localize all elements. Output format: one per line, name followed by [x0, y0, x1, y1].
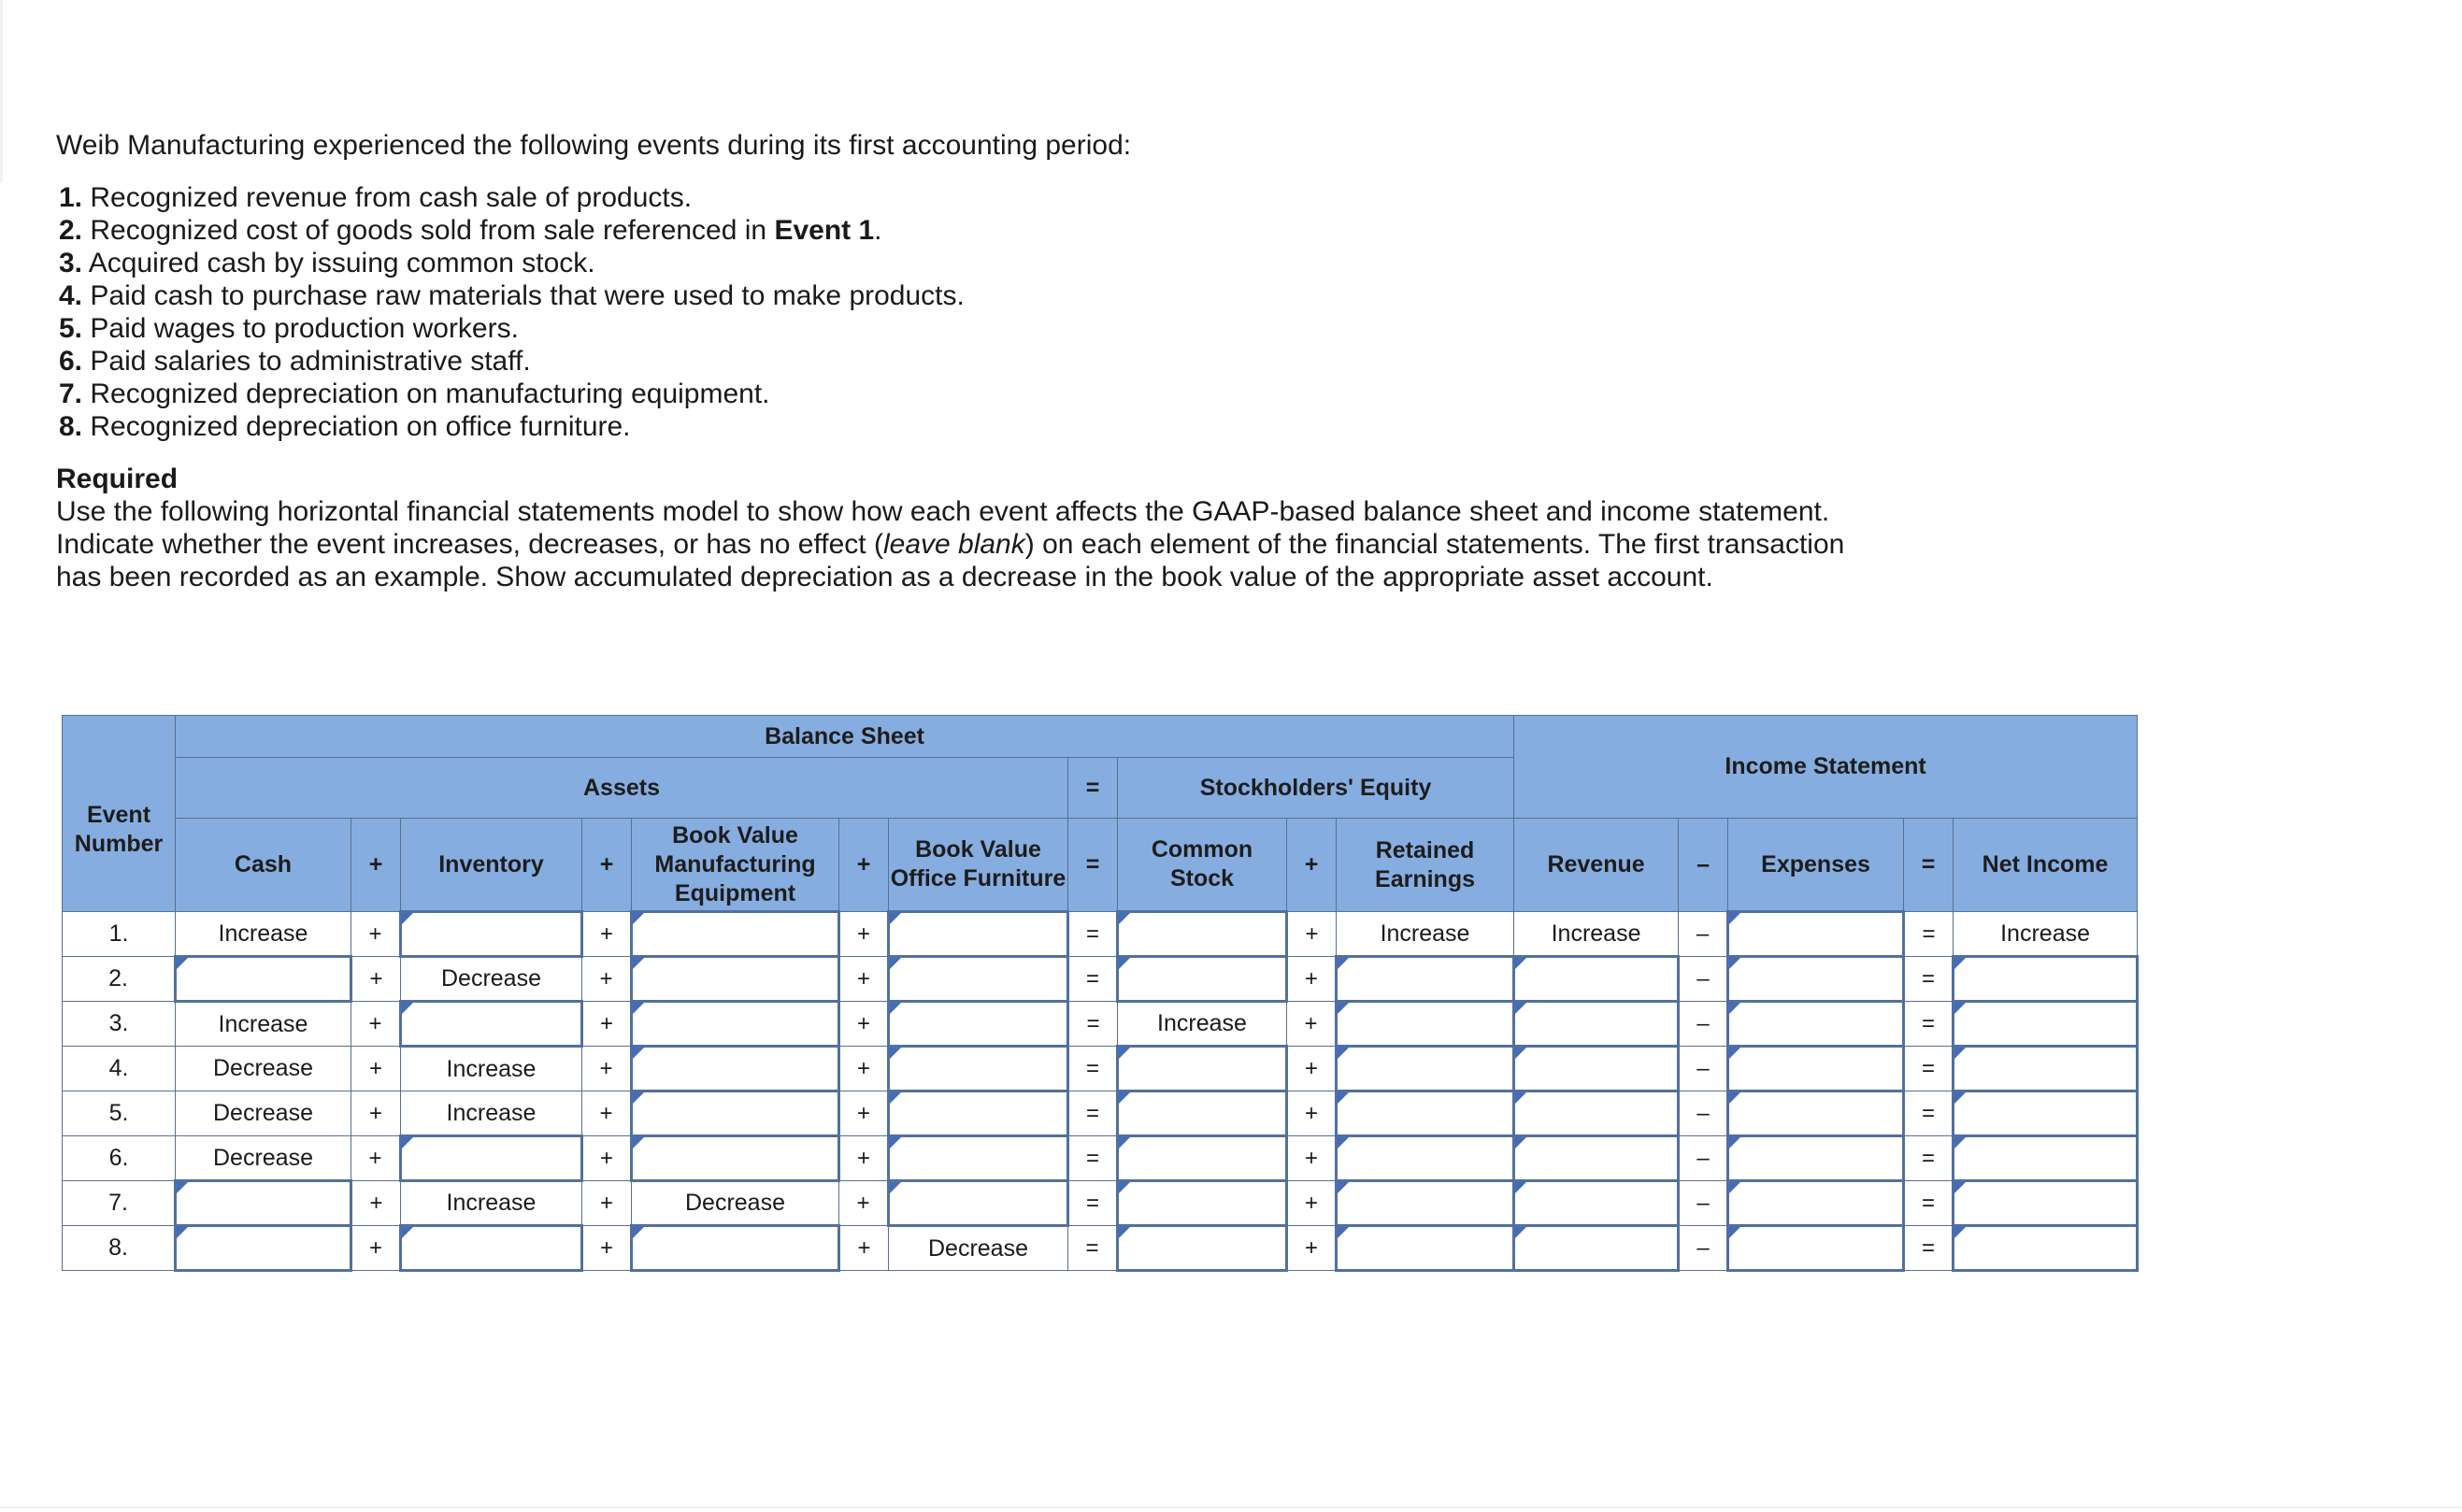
event-number-cell: 4.: [63, 1047, 176, 1091]
event-item: 5. Paid wages to production workers.: [59, 313, 519, 344]
expenses-cell[interactable]: [1728, 1226, 1904, 1271]
operator-cell: –: [1679, 1181, 1728, 1226]
net-income-cell[interactable]: [1954, 1181, 2138, 1226]
revenue-header: Revenue: [1514, 819, 1679, 912]
revenue-cell[interactable]: [1514, 1226, 1679, 1271]
retained-earnings-cell[interactable]: [1337, 1136, 1514, 1181]
income-statement-header: Income Statement: [1514, 716, 2138, 819]
table-row: [63, 1047, 2138, 1091]
equals-header: =: [1068, 758, 1118, 819]
operator-cell: +: [839, 1002, 889, 1047]
operator-cell: +: [839, 1226, 889, 1271]
common-stock-cell[interactable]: [1118, 912, 1287, 957]
expenses-cell[interactable]: [1728, 1091, 1904, 1136]
event-item: 7. Recognized depreciation on manufacturing equipment.: [59, 378, 770, 409]
operator-cell: =: [1068, 1091, 1118, 1136]
common-stock-cell[interactable]: [1118, 1136, 1287, 1181]
event-item: 8. Recognized depreciation on office furniture.: [59, 411, 631, 442]
expenses-cell[interactable]: [1728, 1181, 1904, 1226]
inventory-cell[interactable]: [401, 1002, 582, 1047]
net-income-cell[interactable]: [1954, 1136, 2138, 1181]
revenue-cell[interactable]: [1514, 1181, 1679, 1226]
plus-header: +: [582, 819, 632, 912]
common-stock-cell[interactable]: [1118, 1181, 1287, 1226]
operator-cell: +: [582, 1226, 632, 1271]
revenue-cell[interactable]: [1514, 957, 1679, 1002]
mfg-equipment-cell[interactable]: [632, 1226, 839, 1271]
expenses-cell[interactable]: [1728, 1047, 1904, 1091]
operator-cell: =: [1068, 957, 1118, 1002]
plus-header: +: [351, 819, 401, 912]
intro-text: Weib Manufacturing experienced the following events during its first accounting period:: [56, 130, 1132, 161]
expenses-header: Expenses: [1728, 819, 1904, 912]
operator-cell: +: [582, 957, 632, 1002]
event-number-cell: 8.: [63, 1226, 176, 1271]
operator-cell: =: [1068, 1226, 1118, 1271]
equals-header: =: [1904, 819, 1954, 912]
cash-cell: Decrease: [176, 1091, 351, 1136]
event-number-cell: 5.: [63, 1091, 176, 1136]
retained-earnings-cell[interactable]: [1337, 1002, 1514, 1047]
plus-header: +: [839, 819, 889, 912]
operator-cell: =: [1068, 1181, 1118, 1226]
event-number-cell: 3.: [63, 1002, 176, 1047]
operator-cell: +: [351, 1091, 401, 1136]
event-number-header: Event Number: [63, 716, 176, 912]
operator-cell: +: [351, 1136, 401, 1181]
operator-cell: +: [1287, 957, 1337, 1002]
event-number-cell: 1.: [63, 912, 176, 957]
operator-cell: –: [1679, 912, 1728, 957]
operator-cell: +: [582, 1091, 632, 1136]
event-item: 2. Recognized cost of goods sold from sale referenced in Event 1.: [59, 215, 882, 246]
office-furniture-cell[interactable]: [889, 1181, 1068, 1226]
inventory-cell: Increase: [401, 1181, 582, 1226]
operator-cell: –: [1679, 1091, 1728, 1136]
operator-cell: +: [1287, 1226, 1337, 1271]
event-item: 3. Acquired cash by issuing common stock.: [59, 248, 595, 278]
retained-earnings-cell[interactable]: [1337, 1226, 1514, 1271]
inventory-header: Inventory: [401, 819, 582, 912]
mfg-equipment-cell[interactable]: [632, 912, 839, 957]
mfg-equipment-cell: Decrease: [632, 1181, 839, 1226]
cash-cell: Decrease: [176, 1047, 351, 1091]
cash-cell[interactable]: [176, 1181, 351, 1226]
mfg-equipment-cell[interactable]: [632, 1136, 839, 1181]
operator-cell: +: [351, 1181, 401, 1226]
net-income-cell[interactable]: [1954, 1091, 2138, 1136]
net-income-header: Net Income: [1954, 819, 2138, 912]
cash-cell: Increase: [176, 1002, 351, 1047]
mfg-equipment-cell[interactable]: [632, 957, 839, 1002]
operator-cell: =: [1068, 1136, 1118, 1181]
office-furniture-cell[interactable]: [889, 957, 1068, 1002]
operator-cell: –: [1679, 1226, 1728, 1271]
inventory-cell[interactable]: [401, 1226, 582, 1271]
net-income-cell[interactable]: [1954, 957, 2138, 1002]
office-furniture-cell[interactable]: [889, 1091, 1068, 1136]
inventory-cell: Increase: [401, 1047, 582, 1091]
mfg-equipment-cell[interactable]: [632, 1091, 839, 1136]
retained-earnings-header: Retained Earnings: [1337, 819, 1514, 912]
office-furniture-cell: Decrease: [889, 1226, 1068, 1271]
operator-cell: +: [1287, 1002, 1337, 1047]
operator-cell: –: [1679, 957, 1728, 1002]
operator-cell: =: [1904, 1181, 1954, 1226]
operator-cell: +: [582, 1181, 632, 1226]
net-income-cell: Increase: [1954, 912, 2138, 957]
inventory-cell: Increase: [401, 1091, 582, 1136]
operator-cell: +: [1287, 1091, 1337, 1136]
cash-header: Cash: [176, 819, 351, 912]
table-row: [63, 1002, 2138, 1047]
table-row: [63, 957, 2138, 1002]
operator-cell: =: [1904, 912, 1954, 957]
event-number-cell: 6.: [63, 1136, 176, 1181]
operator-cell: +: [351, 1226, 401, 1271]
table-row: [63, 1226, 2138, 1271]
operator-cell: +: [1287, 1181, 1337, 1226]
event-item: 6. Paid salaries to administrative staff.: [59, 346, 531, 377]
event-number-cell: 2.: [63, 957, 176, 1002]
office-furniture-cell[interactable]: [889, 1047, 1068, 1091]
net-income-cell[interactable]: [1954, 1047, 2138, 1091]
office-furniture-header: Book Value Office Furniture: [889, 819, 1068, 912]
cash-cell[interactable]: [176, 1226, 351, 1271]
expenses-cell[interactable]: [1728, 957, 1904, 1002]
operator-cell: =: [1904, 1226, 1954, 1271]
event-reference: Event 1: [774, 215, 875, 246]
event-list: [56, 181, 1925, 443]
bottom-rule: [0, 1506, 2462, 1508]
operator-cell: +: [582, 1047, 632, 1091]
operator-cell: +: [582, 1136, 632, 1181]
operator-cell: +: [839, 1047, 889, 1091]
problem-statement: [56, 129, 1925, 593]
operator-cell: +: [839, 1091, 889, 1136]
mfg-equipment-header: Book Value Manufacturing Equipment: [632, 819, 839, 912]
operator-cell: =: [1068, 1047, 1118, 1091]
mfg-equipment-cell[interactable]: [632, 1002, 839, 1047]
operator-cell: +: [582, 912, 632, 957]
operator-cell: =: [1068, 1002, 1118, 1047]
plus-header: +: [1287, 819, 1337, 912]
operator-cell: +: [839, 912, 889, 957]
retained-earnings-cell[interactable]: [1337, 1047, 1514, 1091]
table-row: [63, 1181, 2138, 1226]
table-row: [63, 1091, 2138, 1136]
cash-cell: Decrease: [176, 1136, 351, 1181]
office-furniture-cell[interactable]: [889, 1136, 1068, 1181]
operator-cell: +: [839, 957, 889, 1002]
left-edge-rule: [0, 0, 3, 182]
common-stock-cell[interactable]: [1118, 957, 1287, 1002]
operator-cell: +: [351, 912, 401, 957]
operator-cell: =: [1904, 1091, 1954, 1136]
retained-earnings-cell: Increase: [1337, 912, 1514, 957]
operator-cell: +: [839, 1181, 889, 1226]
cash-cell: Increase: [176, 912, 351, 957]
cash-cell[interactable]: [176, 957, 351, 1002]
operator-cell: +: [582, 1002, 632, 1047]
assets-header: Assets: [176, 758, 1068, 819]
operator-cell: =: [1904, 1136, 1954, 1181]
net-income-cell[interactable]: [1954, 1002, 2138, 1047]
revenue-cell[interactable]: [1514, 1002, 1679, 1047]
event-item: 1. Recognized revenue from cash sale of products.: [59, 182, 693, 213]
retained-earnings-cell[interactable]: [1337, 957, 1514, 1002]
operator-cell: =: [1904, 1047, 1954, 1091]
mfg-equipment-cell[interactable]: [632, 1047, 839, 1091]
operator-cell: +: [351, 1047, 401, 1091]
required-heading: Required: [56, 464, 179, 494]
event-number-cell: 7.: [63, 1181, 176, 1226]
expenses-cell[interactable]: [1728, 1136, 1904, 1181]
minus-header: –: [1679, 819, 1728, 912]
inventory-cell: Decrease: [401, 957, 582, 1002]
required-text: Use the following horizontal financial statements model to show how each event affects the GAAP-based balance sheet and income statement. Indicate whether the event increases, decreases, or has no effect (leave blank) on each element of the financial statements. The first transaction has been recorded as an example. Show accumulated depreciation as a decrease in the book value of the appropriate asset account.: [56, 496, 1845, 592]
common-stock-cell[interactable]: [1118, 1047, 1287, 1091]
revenue-cell[interactable]: [1514, 1047, 1679, 1091]
expenses-cell[interactable]: [1728, 912, 1904, 957]
retained-earnings-cell[interactable]: [1337, 1181, 1514, 1226]
common-stock-cell: Increase: [1118, 1002, 1287, 1047]
inventory-cell[interactable]: [401, 1136, 582, 1181]
equals-header: =: [1068, 819, 1118, 912]
operator-cell: +: [351, 1002, 401, 1047]
revenue-cell[interactable]: [1514, 1136, 1679, 1181]
office-furniture-cell[interactable]: [889, 912, 1068, 957]
operator-cell: +: [1287, 912, 1337, 957]
balance-sheet-header: Balance Sheet: [176, 716, 1514, 758]
table-row: [63, 1136, 2138, 1181]
common-stock-cell[interactable]: [1118, 1091, 1287, 1136]
revenue-cell[interactable]: [1514, 1091, 1679, 1136]
operator-cell: +: [839, 1136, 889, 1181]
common-stock-header: Common Stock: [1118, 819, 1287, 912]
table-row: [63, 912, 2138, 957]
operator-cell: –: [1679, 1002, 1728, 1047]
model-body: [63, 912, 2138, 1271]
operator-cell: –: [1679, 1136, 1728, 1181]
common-stock-cell[interactable]: [1118, 1226, 1287, 1271]
operator-cell: +: [351, 957, 401, 1002]
office-furniture-cell[interactable]: [889, 1002, 1068, 1047]
operator-cell: =: [1904, 957, 1954, 1002]
stockholders-equity-header: Stockholders' Equity: [1118, 758, 1514, 819]
operator-cell: +: [1287, 1136, 1337, 1181]
operator-cell: +: [1287, 1047, 1337, 1091]
horizontal-statements-model: [62, 715, 2139, 1272]
revenue-cell: Increase: [1514, 912, 1679, 957]
operator-cell: –: [1679, 1047, 1728, 1091]
retained-earnings-cell[interactable]: [1337, 1091, 1514, 1136]
operator-cell: =: [1904, 1002, 1954, 1047]
inventory-cell[interactable]: [401, 912, 582, 957]
net-income-cell[interactable]: [1954, 1226, 2138, 1271]
expenses-cell[interactable]: [1728, 1002, 1904, 1047]
operator-cell: =: [1068, 912, 1118, 957]
event-item: 4. Paid cash to purchase raw materials that were used to make products.: [59, 280, 965, 311]
